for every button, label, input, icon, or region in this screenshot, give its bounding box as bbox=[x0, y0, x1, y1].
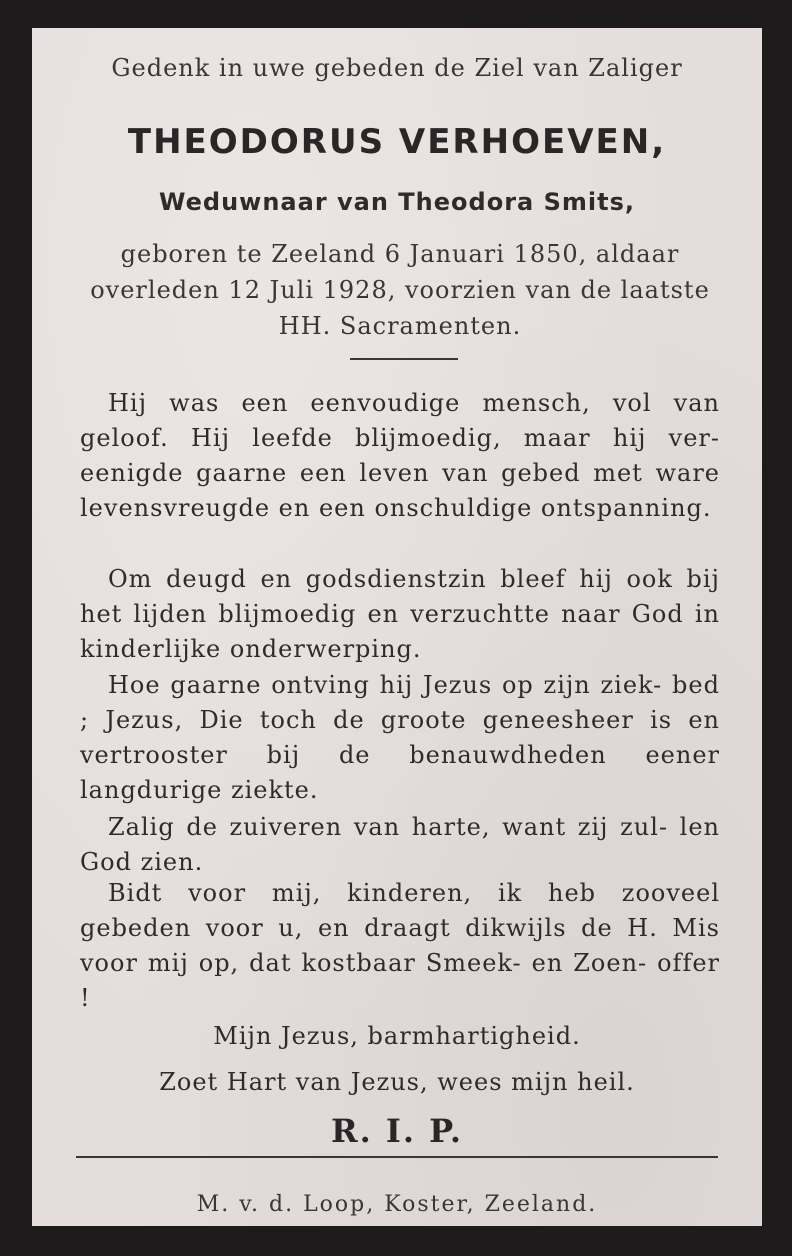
deceased-name: THEODORUS VERHOEVEN, bbox=[127, 122, 667, 162]
paragraph-5: Bidt voor mij, kinderen, ik heb zooveel gebeden voor u, en draagt dikwijls de H. Mis voor mij op, dat kostbaar Smeek- en Zoen- offer ! bbox=[80, 879, 720, 1012]
short-divider bbox=[350, 358, 458, 360]
memorial-card bbox=[32, 28, 762, 1226]
birth-death-text: geboren te Zeeland 6 Januari 1850, aldaar overleden 12 Juli 1928, voorzien van de laatste HH. Sacramenten. bbox=[90, 240, 710, 340]
long-divider bbox=[76, 1156, 718, 1158]
paragraph-4: Zalig de zuiveren van harte, want zij zul- len God zien. bbox=[80, 813, 720, 876]
paragraph-1: Hij was een eenvoudige mensch, vol van geloof. Hij leefde blijmoedig, maar hij ver- eenigde gaarne een leven van gebed met ware levensvreugde en een onschuldige ontspanning. bbox=[80, 389, 720, 522]
printer-line: M. v. d. Loop, Koster, Zeeland. bbox=[196, 1192, 598, 1217]
rip-text: R. I. P. bbox=[330, 1112, 464, 1150]
prayer-line-2: Zoet Hart van Jezus, wees mijn heil. bbox=[159, 1068, 635, 1096]
widower-line: Weduwnaar van Theodora Smits, bbox=[159, 188, 635, 216]
prayer-line-1: Mijn Jezus, barmhartigheid. bbox=[213, 1022, 581, 1050]
paragraph-3: Hoe gaarne ontving hij Jezus op zijn ziek- bed ; Jezus, Die toch de groote geneesheer is en vertrooster bij de benauwdheden eener langdurige ziekte. bbox=[80, 671, 720, 804]
paragraph-2: Om deugd en godsdienstzin bleef hij ook bij het lijden blijmoedig en verzuchtte naar God in kinderlijke onderwerping. bbox=[80, 565, 720, 663]
intro-line: Gedenk in uwe gebeden de Ziel van Zaliger bbox=[111, 54, 683, 82]
